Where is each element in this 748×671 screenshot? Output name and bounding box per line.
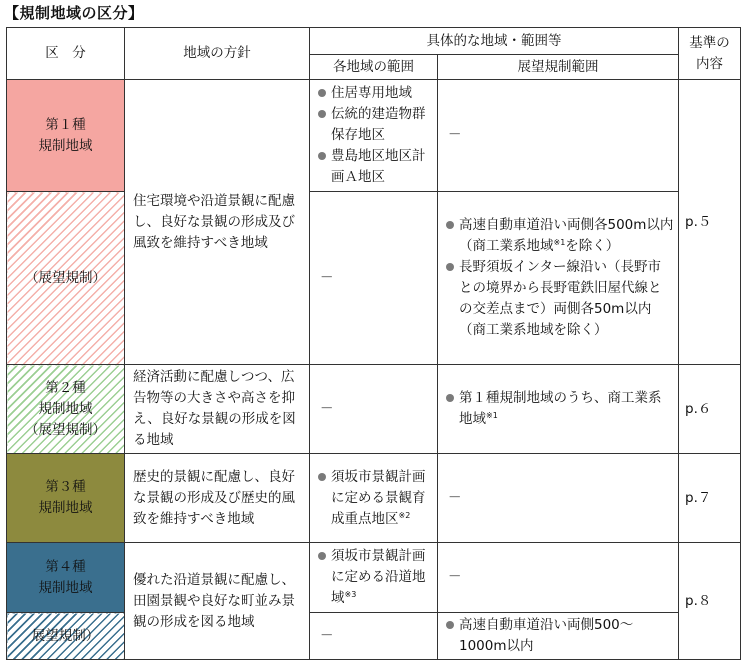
policy-type4: 優れた沿道景観に配慮し、田園景観や良好な町並み景観の形成を図る地域: [125, 543, 310, 660]
category-type1-view-label: （展望規制）: [25, 269, 106, 286]
view-range-type4: [438, 613, 679, 660]
category-type4-view: [7, 613, 125, 660]
category-type2-line1: 第２種: [45, 379, 86, 396]
reference-type3: p.７: [679, 454, 741, 543]
area-type4-view-dash: －: [310, 613, 438, 660]
category-type3-line2: 規制地域: [38, 500, 93, 516]
view-range-type2-item: 第１種規制地域のうち、商工業系地域$^{※1}$: [444, 388, 674, 430]
category-type2-line2: 規制地域: [38, 400, 93, 417]
category-type2-line3: （展望規制）: [25, 421, 106, 438]
category-type4-line2: 規制地域: [38, 579, 93, 596]
category-type3: [7, 454, 125, 543]
view-range-type2: [438, 365, 679, 454]
area-type4: [310, 543, 438, 613]
view-range-type1: [438, 192, 679, 365]
category-type1-line2: 規制地域: [38, 137, 93, 154]
header-concrete: 具体的な地域・範囲等: [310, 28, 679, 55]
view-range-type4-item: 高速自動車道沿い両側500～1000m以内: [444, 615, 674, 657]
view-range-type4-dash: －: [438, 543, 679, 613]
area-type3-item: 須坂市景観計画に定める景観育成重点地区$^{※2}$: [316, 467, 435, 530]
header-view-range: 展望規制範囲: [438, 55, 679, 80]
header-category: 区 分: [7, 28, 125, 80]
header-reference: 基準の内容: [679, 28, 741, 80]
category-type2: [7, 365, 125, 454]
view-range-type1-dash: －: [438, 80, 679, 192]
area-type1-item: 豊島地区地区計画Ａ地区: [316, 146, 435, 188]
area-type3: [310, 454, 438, 543]
area-type4-item: 須坂市景観計画に定める沿道地域$^{※3}$: [316, 546, 435, 609]
category-type1-view: [7, 192, 125, 365]
view-range-type3: －: [438, 454, 679, 543]
category-type3-line1: 第３種: [45, 479, 86, 495]
area-type1-item: 住居専用地域: [316, 83, 435, 104]
header-area-range: 各地域の範囲: [310, 55, 438, 80]
view-range-type1-item2: 長野須坂インター線沿い（長野市との境界から長野電鉄旧屋代線との交差点まで）両側各50m以内（商工業系地域を除く）: [444, 257, 674, 341]
header-policy: 地域の方針: [125, 28, 310, 80]
view-range-type1-item1: 高速自動車道沿い両側各500m以内（商工業系地域$^{※1}$を除く）: [444, 215, 674, 257]
reference-type1: p.５: [679, 80, 741, 365]
policy-type3: 歴史的景観に配慮し、良好な景観の形成及び歴史的風致を維持すべき地域: [125, 454, 310, 543]
category-type4-line1: 第４種: [45, 558, 86, 575]
area-type2: －: [310, 365, 438, 454]
page-title: 【規制地域の区分】: [4, 4, 144, 22]
area-type1-item: 伝統的建造物群保存地区: [316, 104, 435, 146]
zone-classification-table: [6, 27, 741, 660]
category-type1: [7, 80, 125, 192]
reference-type4: p.８: [679, 543, 741, 660]
reference-type2: p.６: [679, 365, 741, 454]
area-type1: [310, 80, 438, 192]
category-type4-view-label: 展望規制）: [31, 627, 100, 644]
category-type4: [7, 543, 125, 613]
category-type1-line1: 第１種: [45, 116, 86, 133]
policy-type2: 経済活動に配慮しつつ、広告物等の大きさや高さを抑え、良好な景観の形成を図る地域: [125, 365, 310, 454]
area-type1-view-dash: －: [310, 192, 438, 365]
policy-type1: 住宅環境や沿道景観に配慮し、良好な景観の形成及び風致を維持すべき地域: [125, 80, 310, 365]
